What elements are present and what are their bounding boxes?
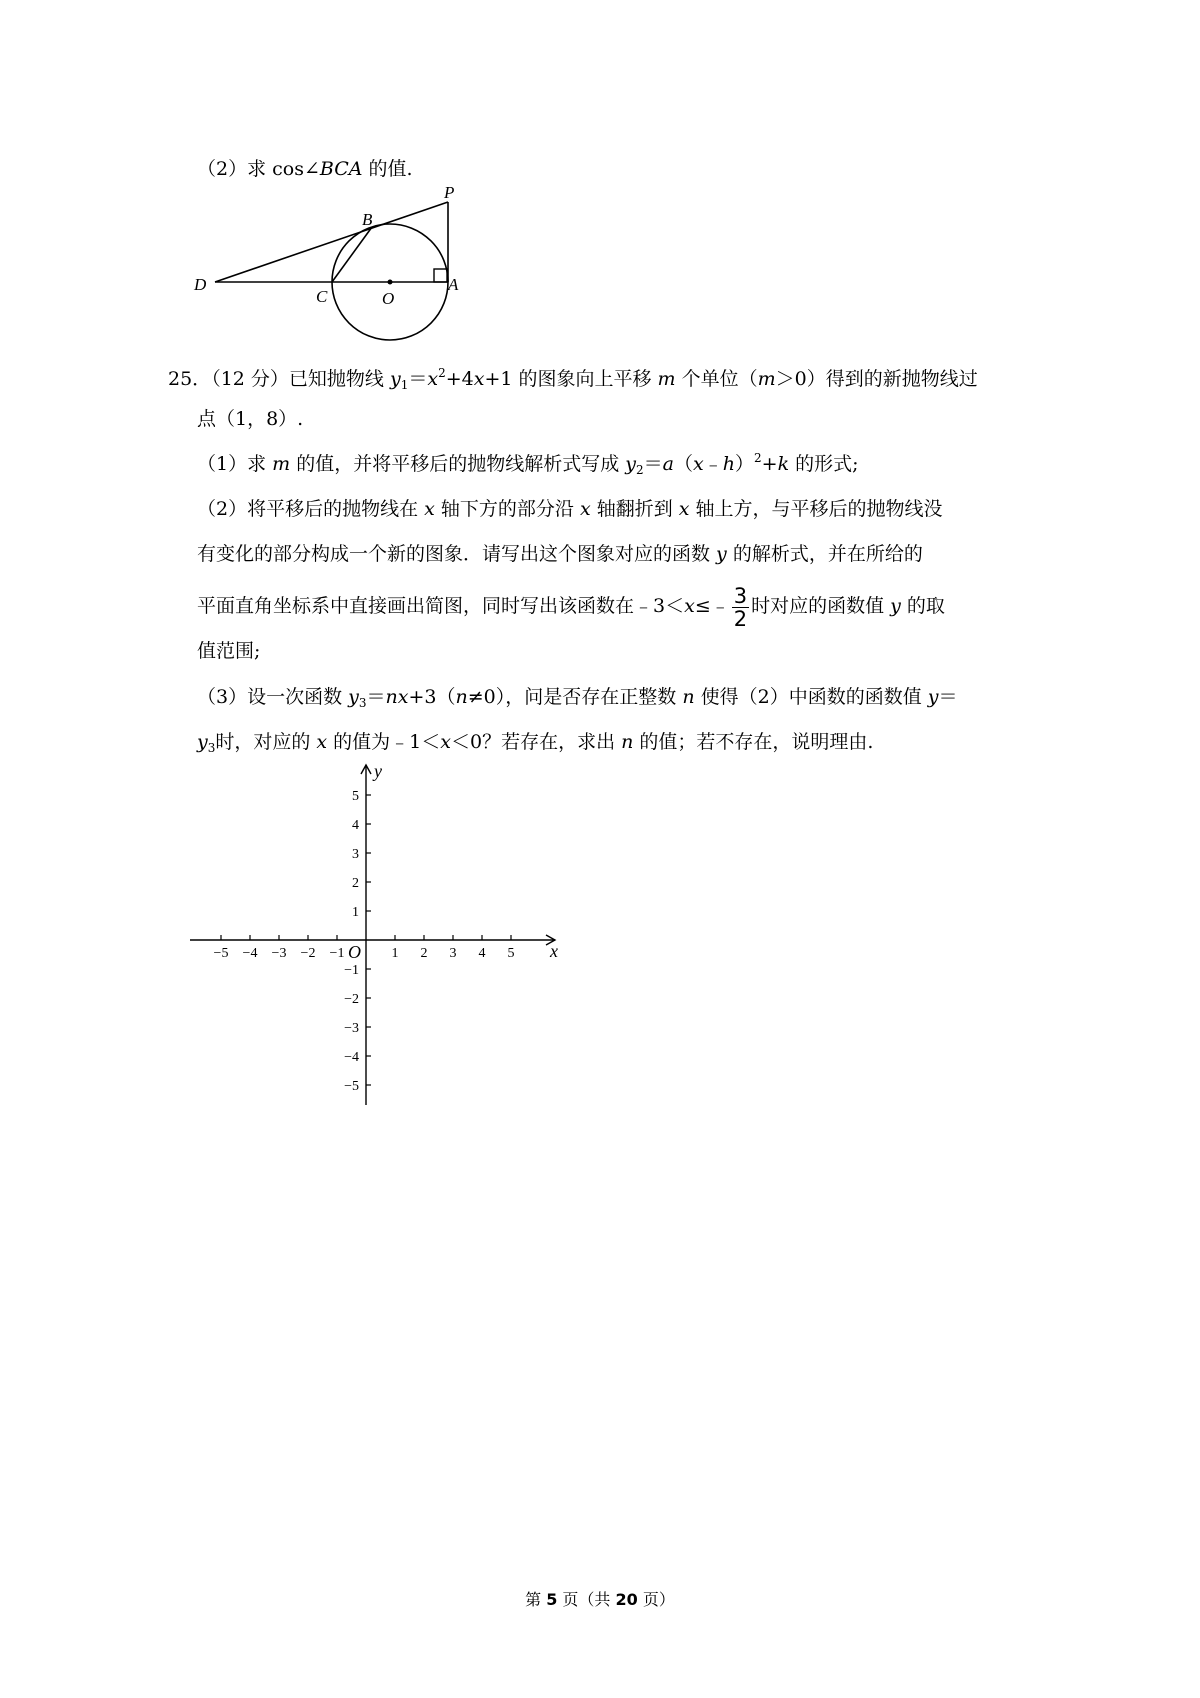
- x-tick-label: −5: [213, 946, 229, 961]
- var-y: y: [716, 543, 727, 565]
- var-n: n: [455, 686, 468, 708]
- q25-text: 轴上方，与平移后的抛物线没: [689, 498, 943, 520]
- var-x: x: [579, 498, 591, 520]
- subscript: 3: [207, 741, 216, 755]
- fraction-denominator: 2: [733, 606, 748, 631]
- y-tick-label: 5: [352, 789, 359, 804]
- q25-text: （: [673, 453, 693, 475]
- y-tick-label: 3: [352, 847, 359, 862]
- q25-text: ＝: [643, 453, 663, 475]
- q25-part3-line1: [197, 683, 958, 711]
- coordinate-axes: [190, 760, 580, 1110]
- var-y: y: [389, 368, 401, 390]
- var-x: x: [427, 368, 439, 390]
- q25-text: ＞0）得到的新抛物线过: [775, 368, 978, 390]
- q25-part2-line3: [197, 582, 945, 630]
- var-y: y: [890, 595, 901, 617]
- y-tick-label: 1: [352, 905, 359, 920]
- var-a: a: [662, 453, 674, 475]
- x-ticks: [214, 935, 515, 961]
- q25-part1: [197, 450, 859, 478]
- q25-text: ＜0？若存在，求出: [451, 731, 622, 753]
- footer-text: 页（共: [557, 1590, 616, 1609]
- x-axis-label: x: [550, 941, 558, 961]
- q25-text: 时对应的函数值: [751, 595, 891, 617]
- q25-line1: [168, 365, 978, 393]
- q25-text: 的值为﹣1＜: [327, 731, 441, 753]
- q25-text: 的形式;: [789, 453, 859, 475]
- geometry-figure: [180, 180, 480, 345]
- q25-text: 的解析式，并在所给的: [726, 543, 923, 565]
- var-x: x: [397, 686, 409, 708]
- q25-text: ＝: [408, 368, 428, 390]
- var-y: y: [927, 686, 939, 708]
- q25-text: 已知抛物线: [288, 368, 390, 390]
- y-tick-label: −2: [344, 992, 359, 1007]
- q25-text: 平面直角坐标系中直接画出简图，同时写出该函数在﹣3＜: [197, 595, 685, 617]
- label-c: C: [316, 287, 328, 306]
- label-o: O: [382, 289, 395, 308]
- center-point: [388, 280, 393, 285]
- q25-text: ﹣: [703, 453, 723, 475]
- y-tick-label: −5: [344, 1079, 359, 1094]
- q24-part2-prefix: （2）求 cos∠: [197, 158, 320, 180]
- x-tick-label: 3: [449, 946, 457, 961]
- label-p: P: [444, 183, 455, 202]
- line-d-p: [215, 202, 448, 282]
- q25-text: 点（1，8）.: [197, 408, 304, 430]
- var-n: n: [621, 731, 634, 753]
- x-tick-label: −4: [242, 946, 258, 961]
- q25-text: 的取: [900, 595, 945, 617]
- var-n: n: [385, 686, 398, 708]
- q25-text: ＝: [366, 686, 386, 708]
- x-tick-label: −1: [329, 946, 345, 961]
- var-y: y: [348, 686, 359, 708]
- footer-text: 页）: [637, 1590, 675, 1609]
- var-x: x: [684, 595, 695, 617]
- var-x: x: [440, 731, 451, 753]
- subscript: 2: [636, 463, 644, 477]
- q25-text: （1）求: [197, 453, 273, 475]
- superscript: 2: [438, 366, 446, 380]
- q25-part3-line2: [197, 728, 873, 756]
- var-h: h: [722, 453, 735, 475]
- q25-text: 的值；若不存在，说明理由.: [633, 731, 874, 753]
- q25-text: 轴翻折到: [590, 498, 679, 520]
- fraction-three-halves: [732, 585, 749, 630]
- y-tick-label: −1: [344, 963, 359, 978]
- y-tick-label: −4: [344, 1050, 359, 1065]
- page-number: 5: [546, 1590, 558, 1609]
- q25-text: +4: [445, 368, 474, 390]
- superscript: 2: [754, 451, 762, 465]
- q25-line2: [197, 405, 303, 433]
- footer-text: 第: [525, 1590, 547, 1609]
- subscript: 3: [358, 696, 367, 710]
- q25-text: 轴下方的部分沿: [434, 498, 580, 520]
- right-angle-mark: [434, 269, 447, 282]
- label-b: B: [362, 210, 373, 229]
- q25-text: 值范围;: [197, 640, 261, 662]
- q25-part2-line2: [197, 540, 923, 568]
- x-tick-label: −3: [271, 946, 287, 961]
- q25-text: （3）设一次函数: [197, 686, 349, 708]
- subscript: 1: [400, 378, 409, 392]
- q25-text: ）: [734, 453, 754, 475]
- q25-text: +: [761, 453, 778, 475]
- fraction-numerator: 3: [733, 583, 748, 608]
- var-m: m: [757, 368, 776, 390]
- var-x: x: [693, 453, 704, 475]
- label-d: D: [194, 275, 207, 294]
- x-tick-label: 4: [478, 946, 486, 961]
- origin-label: O: [348, 942, 361, 962]
- q24-part2-suffix: 的值.: [362, 158, 413, 180]
- var-x: x: [424, 498, 435, 520]
- total-pages: 20: [615, 1590, 638, 1609]
- var-k: k: [777, 453, 790, 475]
- y-tick-label: 2: [352, 876, 359, 891]
- q25-text: ≤﹣: [694, 595, 730, 617]
- x-tick-label: −2: [300, 946, 316, 961]
- y-tick-label: 4: [352, 818, 359, 833]
- var-n: n: [682, 686, 695, 708]
- x-tick-label: 5: [507, 946, 515, 961]
- y-tick-label: −3: [344, 1021, 359, 1036]
- q25-part2-line1: [197, 495, 943, 523]
- q25-text: 使得（2）中函数的函数值: [694, 686, 928, 708]
- var-x: x: [473, 368, 485, 390]
- q25-text: （2）将平移后的抛物线在: [197, 498, 425, 520]
- q25-text: 时，对应的: [215, 731, 317, 753]
- var-x: x: [678, 498, 690, 520]
- q25-text: ≠0），问是否存在正整数: [467, 686, 683, 708]
- q25-text: 有变化的部分构成一个新的图象．请写出这个图象对应的函数: [197, 543, 717, 565]
- q25-text: +3（: [408, 686, 456, 708]
- label-a: A: [448, 275, 459, 294]
- q24-part2-line: [197, 155, 413, 183]
- q25-number: 25．: [168, 368, 212, 390]
- q25-part2-line4: [197, 637, 260, 665]
- q25-text: 的值，并将平移后的抛物线解析式写成: [290, 453, 626, 475]
- x-tick-label: 2: [420, 946, 428, 961]
- y-axis-label: y: [374, 761, 382, 781]
- q25-score: （12 分）: [211, 368, 289, 390]
- var-y: y: [625, 453, 636, 475]
- var-x: x: [316, 731, 328, 753]
- q25-text: 个单位（: [675, 368, 758, 390]
- page-footer: [0, 1587, 1200, 1610]
- q25-text: +1 的图象向上平移: [484, 368, 658, 390]
- q24-part2-var: BCA: [319, 158, 363, 180]
- var-y: y: [197, 731, 208, 753]
- var-m: m: [272, 453, 291, 475]
- q25-text: ＝: [938, 686, 958, 708]
- var-m: m: [657, 368, 676, 390]
- x-tick-label: 1: [391, 946, 399, 961]
